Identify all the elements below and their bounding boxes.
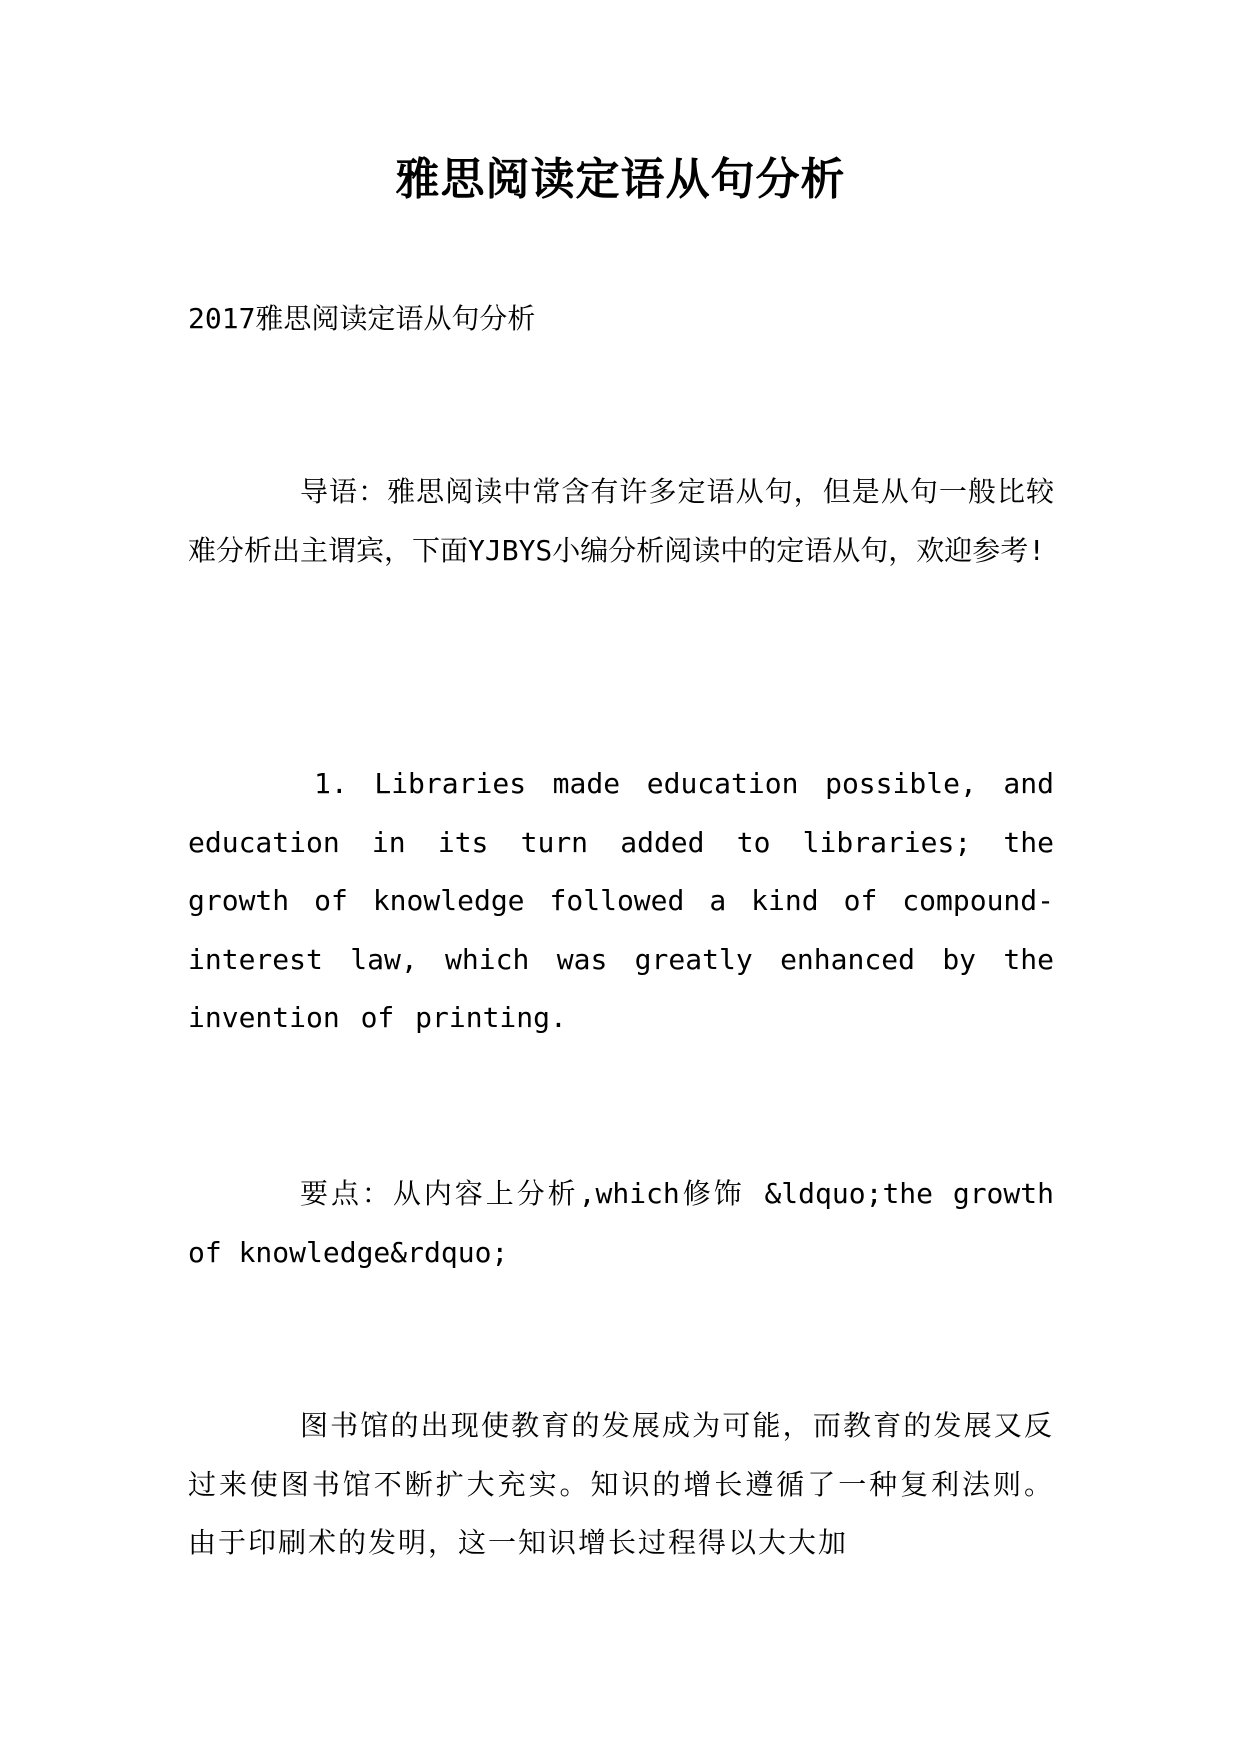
example-sentence-paragraph: 1. Libraries made education possible, and education in its turn added to libraries; the growth of knowledge followed a kind of compound-interest law, which was greatly enhanced by the invention of printing.	[188, 767, 1054, 1034]
keypoint-paragraph: 要点：从内容上分析,which修饰 &ldquo;the growth of knowledge&rdquo;	[188, 1177, 1054, 1269]
translation-paragraph: 图书馆的出现使教育的发展成为可能，而教育的发展又反过来使图书馆不断扩大充实。知识的增长遵循了一种复利法则。由于印刷术的发明，这一知识增长过程得以大大加	[188, 1409, 1054, 1559]
document-subtitle: 2017雅思阅读定语从句分析	[188, 302, 536, 335]
intro-paragraph: 导语：雅思阅读中常含有许多定语从句，但是从句一般比较难分析出主谓宾，下面YJBYS小编分析阅读中的定语从句，欢迎参考!	[188, 475, 1054, 567]
document-title: 雅思阅读定语从句分析	[395, 154, 846, 205]
